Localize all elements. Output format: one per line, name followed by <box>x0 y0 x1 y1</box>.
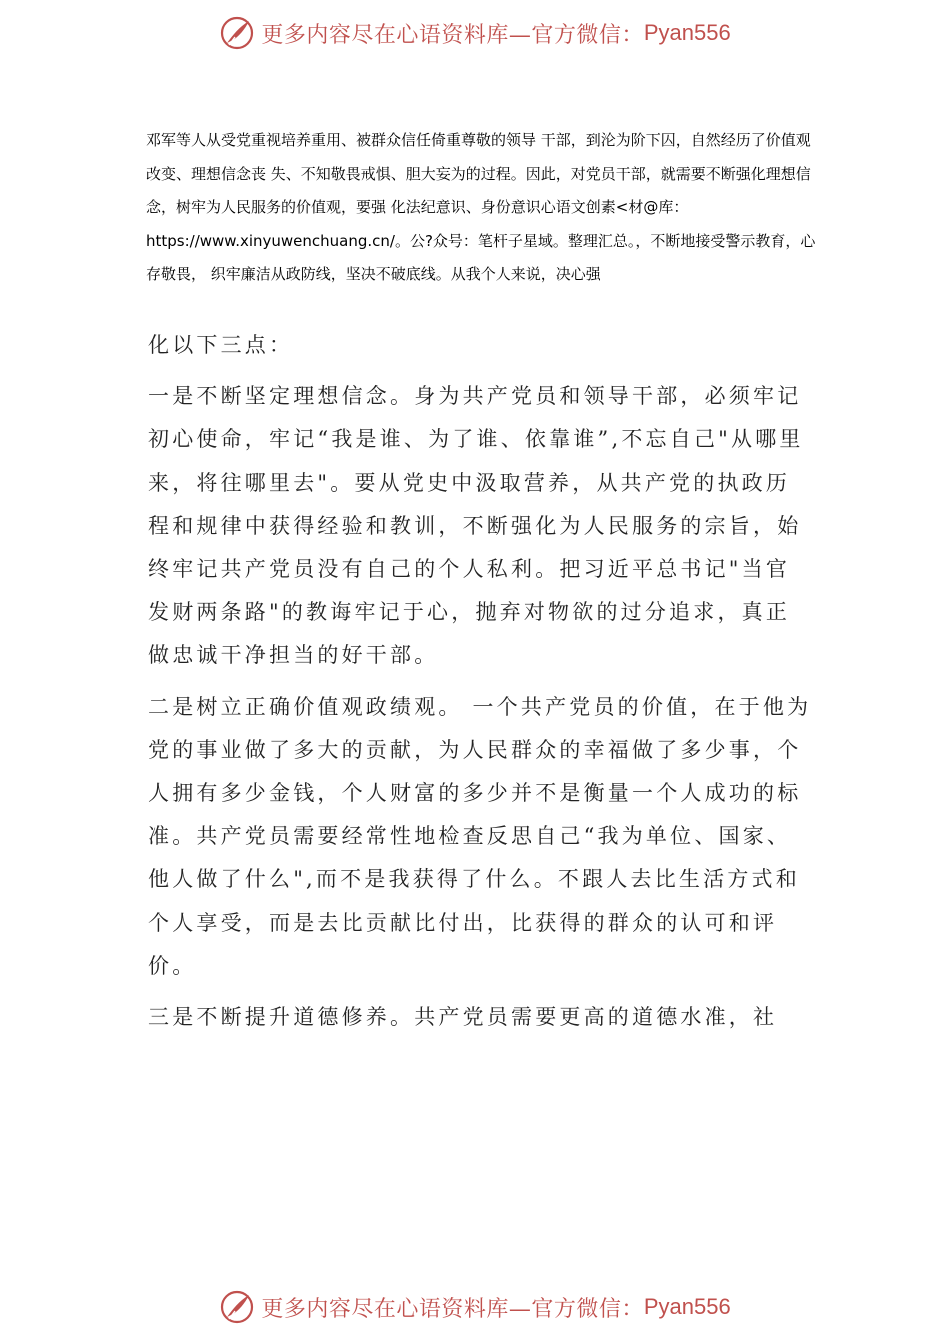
banner-wechat-handle: Pyan556 <box>643 1294 731 1319</box>
paragraph-point-three: 三是不断提升道德修养。共产党员需要更高的道德水准，社 <box>148 1005 778 1030</box>
document-body <box>148 324 814 1047</box>
intro-block <box>146 124 816 292</box>
banner-wechat-handle: Pyan556 <box>643 20 731 45</box>
banner-text: 更多内容尽在心语资料库—官方微信： <box>261 22 644 48</box>
paragraph-point-two: 二是树立正确价值观政绩观。 一个共产党员的价值，在于他为党的事业做了多大的贡献，为人民群众的幸福做了多少事，个人拥有多少金钱，个人财富的多少并不是衡量一个人成功的标准。共产党员需要经常性地检查反思自己“我为单位、国家、他人做了什么",而不是我获得了什么。不跟人去比生活方式和个人享受，而是去比贡献比付出，比获得的群众的认可和评价。 <box>148 694 812 978</box>
lead-in-line: 化以下三点： <box>148 333 294 357</box>
footer-banner <box>0 1284 950 1330</box>
header-banner <box>0 10 950 56</box>
banner-text: 更多内容尽在心语资料库—官方微信： <box>261 1296 644 1322</box>
quill-logo-icon <box>219 15 255 51</box>
quill-logo-icon <box>219 1289 255 1325</box>
intro-paragraph: 邓军等人从受党重视培养重用、被群众信任倚重尊敬的领导 干部，到沦为阶下囚，自然经历了价值观改变、理想信念丧 失、不知敬畏戒惧、胆大妄为的过程。因此，对党员干部，就需要不断强化理想信念，树牢为人民服务的价值观，要强 化法纪意识、身份意识心语文创素<材@库：https://www.xinyuwenchuang.cn/。公?众号：笔杆子星域。整理汇总。，不断地接受警示教育，心存敬畏， 织牢廉洁从政防线，坚决不破底线。从我个人来说，决心强 <box>146 131 816 283</box>
paragraph-point-one: 一是不断坚定理想信念。身为共产党员和领导干部，必须牢记初心使命，牢记“我是谁、为了谁、依靠谁”,不忘自己"从哪里来，将往哪里去"。要从党史中汲取营养，从共产党的执政历程和规律中获得经验和教训，不断强化为人民服务的宗旨，始终牢记共产党员没有自己的个人私利。把习近平总书记"当官发财两条路"的教诲牢记于心，抛弃对物欲的过分追求，真正做忠诚干净担当的好干部。 <box>148 384 804 668</box>
